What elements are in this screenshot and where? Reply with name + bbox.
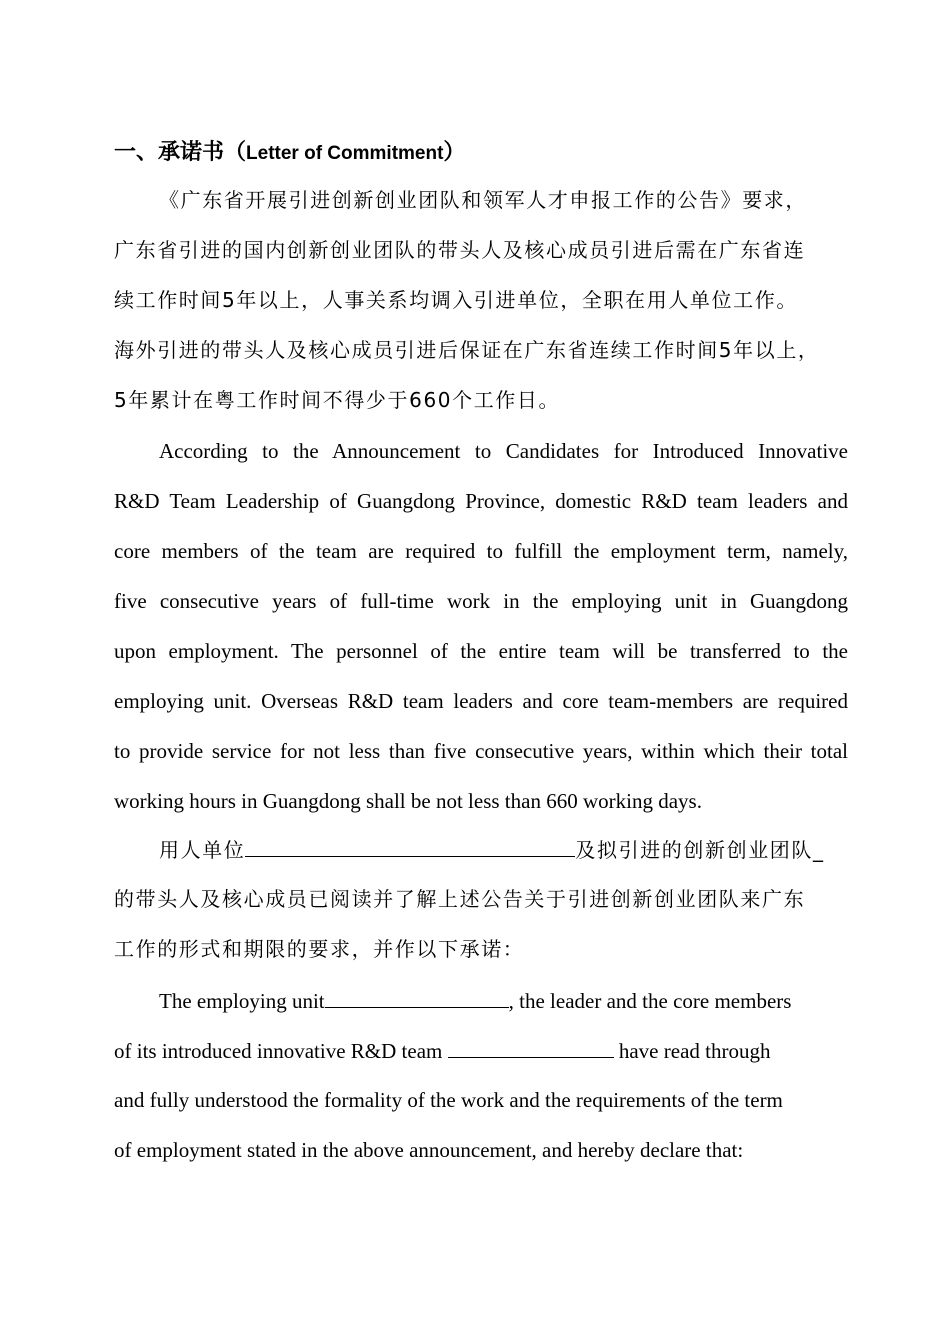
en-para1-line-6: employing unit. Overseas R&D team leaders and core team-members are required <box>114 689 848 713</box>
employing-unit-blank-en[interactable] <box>325 985 509 1008</box>
cn-para1-line-4: 海外引进的带头人及核心成员引进后保证在广东省连续工作时间5年以上， <box>114 338 820 362</box>
cn-para1-line-5: 5年累计在粤工作时间不得少于660个工作日。 <box>114 388 561 412</box>
cn-para1-line-3: 续工作时间5年以上，人事关系均调入引进单位，全职在用人单位工作。 <box>114 288 798 312</box>
en-para2-line-2 <box>114 1035 770 1065</box>
en-para1-line-8: working hours in Guangdong shall be not less than 660 working days. <box>114 789 702 813</box>
cn-unit-label: 用人单位 <box>159 838 246 862</box>
en-para1-line-7: to provide service for not less than five consecutive years, within which their total <box>114 739 848 763</box>
en-leader-text: , the leader and the core members <box>508 989 792 1013</box>
cn-para1-line-2: 广东省引进的国内创新创业团队的带头人及核心成员引进后需在广东省连 <box>114 238 806 262</box>
en-team-label: of its introduced innovative R&D team <box>114 1039 448 1063</box>
en-para1-line-3: core members of the team are required to fulfill the employment term, namely, <box>114 539 848 563</box>
en-para1-line-1: According to the Announcement to Candidates for Introduced Innovative <box>159 439 848 463</box>
en-unit-label: The employing unit <box>159 989 325 1013</box>
cn-team-label: 及拟引进的创新创业团队_ <box>575 838 825 862</box>
heading-close: ） <box>443 140 466 165</box>
cn-para2-line-1 <box>159 834 825 864</box>
en-read-text: have read through <box>613 1039 771 1063</box>
cn-para2-line-2: 的带头人及核心成员已阅读并了解上述公告关于引进创新创业团队来广东 <box>114 887 806 911</box>
team-name-blank-en[interactable] <box>448 1035 614 1058</box>
employing-unit-blank-cn[interactable] <box>245 834 575 857</box>
en-para1-line-5: upon employment. The personnel of the entire team will be transferred to the <box>114 639 848 663</box>
cn-para1-line-1: 《广东省开展引进创新创业团队和领军人才申报工作的公告》要求， <box>159 188 807 212</box>
en-para2-line-3: and fully understood the formality of the work and the requirements of the term <box>114 1088 783 1112</box>
en-para2-line-1 <box>159 985 791 1015</box>
en-para2-line-4: of employment stated in the above announcement, and hereby declare that: <box>114 1138 744 1162</box>
en-para1-line-2: R&D Team Leadership of Guangdong Province, domestic R&D team leaders and <box>114 489 848 513</box>
section-heading <box>114 138 465 169</box>
en-para1-line-4: five consecutive years of full-time work in the employing unit in Guangdong <box>114 589 848 613</box>
cn-para2-line-3: 工作的形式和期限的要求，并作以下承诺： <box>114 937 525 961</box>
heading-en: Letter of Commitment <box>246 143 444 164</box>
heading-cn: 一、承诺书（ <box>114 140 247 165</box>
